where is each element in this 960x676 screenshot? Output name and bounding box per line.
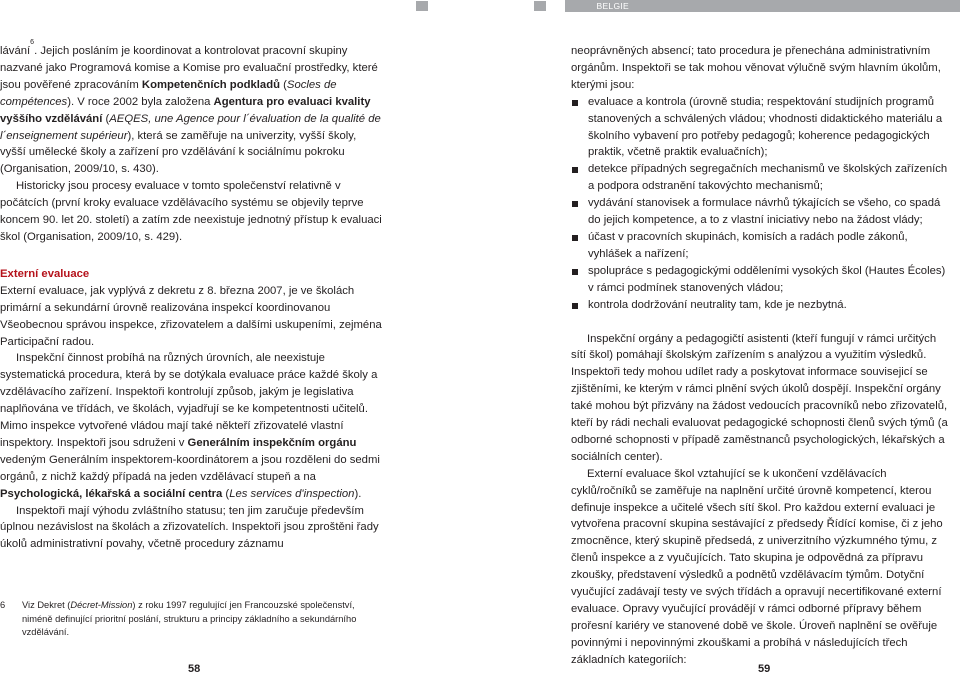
page-number-right: 59 (758, 663, 771, 675)
list-item: evaluace a kontrola (úrovně studia; respektování studijních programů stanovených a schválených vládou; vhodnosti didaktického materiálu a školního vybavení pro potřeby pedagogů; koherence pedagogických praktik, včetně praktik evaluačních); (571, 94, 954, 162)
right-paragraph-3: Externí evaluace škol vztahující se k ukončení vzdělávacích cyklů/ročníků se zaměřuje na naplnění určité úrovně kompetencí, kterou definuje inspekce a učitelé všech sítí škol. Pro každou externí evaluaci je vytvořena pracovní skupina sestávající z předsedy Řídící komise, či z jeho zmocněnce, který skupině předsedá, z univerzitního výzkumného týmu, z členů inspekce a z vyučujících. Tato skupina je odpovědná za přípravu zkoušky, představení výsledků a podnětů vzdělávacím týmům. Dotyční vyučující zadávají testy ve svých třídách a opravují necertifikované externí evaluace. Opravy vyučující provádějí v rámci odborné přípravy během prořesní kariéry ve stanovené době ve škole. Úroveň naplnění se ověřuje povinnými i nepovinnými zkouškami a probíhá v následujících třech základních kategoriích: (571, 467, 943, 666)
right-paragraph-1: neoprávněných absencí; tato procedura je přenechána administrativním orgánům. Inspektoři se tak mohou věnovat výlučně svým hlavním úkolům, kterými jsou: (571, 45, 941, 91)
header-square-1 (416, 1, 428, 11)
footnote-ref: 6 (30, 39, 35, 46)
header-bar (565, 0, 960, 12)
left-paragraph-1: lávání$^6$. Jejich posláním je koordinovat a kontrolovat pracovní skupiny nazvané jako Programová komise a Komise pro evaluační prostředky, které jsou pověřené zpracováním Kompetenčních podkladů (Socles de compétences). V roce 2002 byla založena Agentura pro evaluaci kvality vyššího vzdělávání (AEQES, une Agence pour l´évaluation de la qualité de l´enseignement supérieur), která se zaměřuje na univerzity, vyšší školy, vyšší umělecké školy a zařízení pro vzdělávání k sociálnímu pokroku (Organisation, 2009/10, s. 430). (0, 39, 381, 176)
page-number-left: 58 (188, 663, 201, 675)
left-column (0, 39, 385, 553)
left-paragraph-2: Historicky jsou procesy evaluace v tomto společenství relativně v počátcích (první kroky evaluace vzdělávacího systému se objevily teprve koncem 90. let 20. století) a zatím zde neexistuje jednotný přístup k evaluaci škol (Organisation, 2009/10, s. 429). (0, 180, 382, 243)
list-item: detekce případných segregačních mechanismů ve školských zařízeních a podpora odstranění takovýchto mechanismů; (571, 161, 954, 195)
list-item: kontrola dodržování neutrality tam, kde je nezbytná. (571, 297, 954, 314)
footnote-number: 6 (0, 600, 6, 610)
duties-list (571, 94, 954, 314)
list-item: spolupráce s pedagogickými odděleními vysokých škol (Hautes Écoles) v rámci podmínek stanovených vládou; (571, 263, 954, 297)
left-paragraph-4: Inspekční činnost probíhá na různých úrovních, ale neexistuje systematická procedura, která by se dotýkala evaluace práce každé školy a vzdělávacího zařízení. Inspektoři kontrolují způsob, jakým je legislativa naplňována ve třídách, ve školách, vyjadřují se ke kompetentnosti učitelů. Mimo inspekce vytvořené vládou mají také někteří zřizovatelé vlastní inspektory. Inspektoři jsou sdruženi v Generálním inspekčním orgánu vedeným Generálním inspektorem-koordinátorem a jsou rozděleni do sedmi orgánů, z nichž každý případá na jeden vzdělávací stupeň a na Psychologická, lékařská a sociální centra (Les services d'inspection). (0, 352, 380, 500)
list-item: účast v pracovních skupinách, komisích a radách podle zákonů, vyhlášek a nařízení; (571, 229, 954, 263)
header-square-2 (534, 1, 546, 11)
footnote-text: Viz Dekret (Décret-Mission) z roku 1997 regulující jen Francouzské společenství, niméně definující prioritní poslání, strukturu a principy základního a sekundárního vzdělávání. (22, 600, 357, 637)
list-item: vydávání stanovisek a formulace návrhů týkajících se všeho, co spadá do jejich kompetence, a to z vlastní iniciativy nebo na žádost vlády; (571, 195, 954, 229)
right-column (571, 43, 954, 669)
section-heading: Externí evaluace (0, 267, 90, 280)
right-paragraph-2: Inspekční orgány a pedagogičtí asistenti (kteří fungují v rámci určitých sítí škol) pomáhají školským zařízením s analýzou a využitím výsledků. Inspektoři tedy mohou udílet rady a poskytovat informace souvisejicí se zjištěními, ke kterým v rámci plnění svých úkolů dospějí. Inspekční orgány také mohou být přizvány na žádost vedoucích pracovníků nebo zřizovatelů, kteří by rádi nechali evaluovat pedagogické schopnosti členů svých týmů (a odborné schopnosti v případě zaměstnanců psychologických, lékařských a sociálních center). (571, 332, 948, 463)
footnote (0, 599, 385, 640)
left-paragraph-3: Externí evaluace, jak vyplývá z dekretu z 8. března 2007, je ve školách primární a sekundární úrovně realizována inspekcí koordinovanou Všeobecnou správou inspekce, zřizovatelem a dalšími uskupeními, zejména Participační radou. (0, 284, 382, 348)
country-label: BELGIE (596, 1, 629, 11)
left-paragraph-5: Inspektoři mají výhodu zvláštního statusu; ten jim zaručuje především úplnou nezávislost na školách a zřizovatelích. Inspektoři jsou zproštěni řady úkolů administrativní povahy, včetně procedury záznamu (0, 504, 379, 551)
